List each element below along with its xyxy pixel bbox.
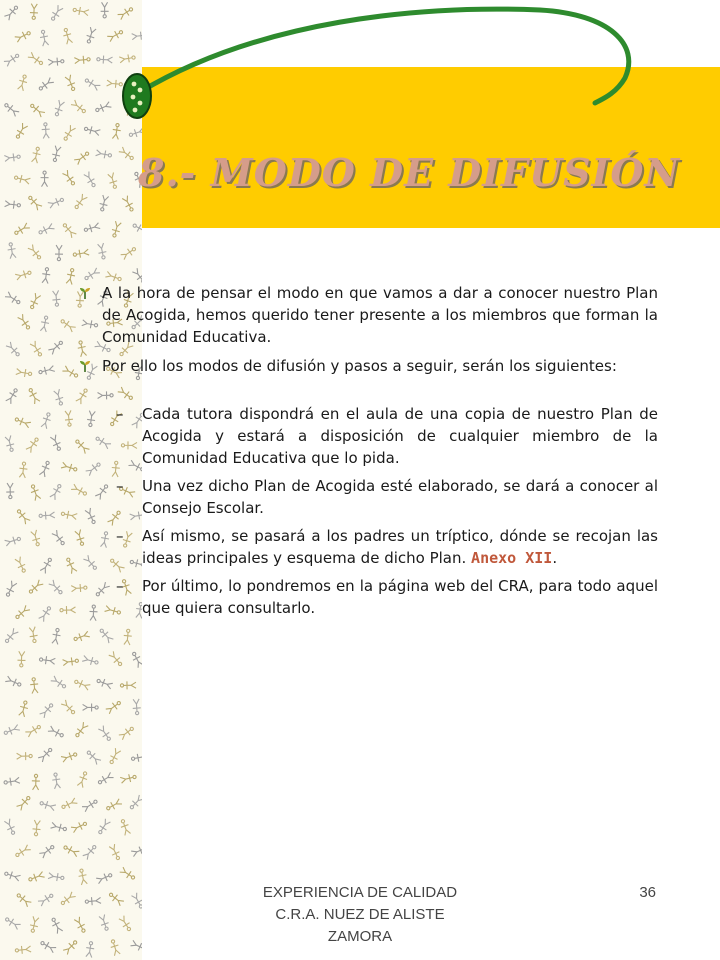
pattern-figure — [4, 535, 21, 547]
pattern-figure — [60, 797, 78, 811]
pattern-figure — [4, 580, 18, 598]
pattern-figure — [131, 844, 142, 857]
pattern-figure — [30, 530, 42, 547]
pattern-figure — [105, 699, 122, 715]
pattern-figure — [83, 267, 100, 282]
intro-paragraph — [78, 282, 658, 348]
pattern-figure — [16, 794, 32, 811]
pattern-figure — [49, 483, 64, 501]
pattern-figure — [38, 365, 55, 377]
pattern-figure — [14, 605, 31, 621]
pattern-figure — [18, 700, 30, 717]
page-number: 36 — [639, 884, 656, 901]
pattern-figure — [97, 243, 108, 260]
dash-marker: – — [116, 527, 124, 545]
pattern-figure — [16, 368, 33, 378]
pattern-figure — [15, 945, 31, 955]
pattern-figure — [51, 529, 67, 546]
pattern-figure — [38, 605, 53, 622]
pattern-figure — [85, 896, 101, 905]
pattern-figure — [14, 415, 31, 429]
pattern-figure — [109, 939, 121, 956]
pattern-figure — [60, 606, 76, 614]
paragraph-text: A la hora de pensar el modo en que vamos a dar a conocer nuestro Plan de Acogida, hemos querido tener presente a los miembros que forman la Comunidad Educativa. — [102, 284, 658, 346]
pattern-figure — [28, 293, 42, 311]
footer-text — [230, 882, 490, 948]
pattern-figure — [14, 556, 28, 574]
pattern-figure — [73, 630, 90, 643]
pattern-figure — [3, 724, 20, 737]
pattern-figure — [7, 242, 18, 259]
pattern-figure — [37, 892, 54, 907]
pattern-figure — [14, 844, 31, 859]
pattern-figure — [40, 412, 53, 429]
pattern-figure — [26, 387, 40, 405]
pattern-figure — [131, 892, 142, 910]
pattern-figure — [28, 871, 45, 884]
pattern-figure — [97, 772, 114, 787]
pattern-figure — [48, 872, 65, 882]
pattern-figure — [29, 340, 44, 357]
swoosh-decoration — [0, 0, 720, 230]
footer-line: C.R.A. NUEZ DE ALISTE — [275, 906, 445, 923]
pattern-figure — [96, 677, 113, 690]
dash-marker: – — [116, 577, 124, 595]
pattern-figure — [73, 916, 87, 934]
pattern-figure — [37, 746, 54, 763]
pattern-figure — [27, 579, 44, 595]
pattern-figure — [59, 317, 76, 333]
pattern-figure — [108, 844, 122, 862]
pattern-figure — [15, 508, 31, 525]
pattern-figure — [25, 723, 42, 738]
pattern-figure — [123, 629, 132, 645]
pattern-figure — [120, 681, 136, 689]
pattern-figure — [132, 699, 141, 715]
pattern-figure — [4, 291, 21, 306]
pattern-figure — [39, 799, 56, 812]
pattern-figure — [98, 725, 113, 742]
pattern-figure — [73, 722, 89, 739]
footer-line: ZAMORA — [327, 928, 393, 945]
pattern-figure — [105, 798, 123, 813]
pattern-figure — [39, 655, 56, 665]
steps-list — [78, 403, 658, 619]
pattern-figure — [96, 871, 113, 885]
pattern-figure — [85, 941, 95, 958]
pattern-figure — [17, 314, 32, 331]
pattern-figure — [71, 820, 89, 834]
pattern-figure — [48, 579, 65, 596]
item-text: Cada tutora dispondrá en el aula de una copia de nuestro Plan de Acogida y estará a disposición de cualquier miembro de la Comunidad Educativa que lo pida. — [142, 405, 658, 467]
pattern-figure — [5, 341, 21, 358]
pattern-figure — [76, 771, 89, 788]
pattern-figure — [130, 939, 142, 953]
pattern-figure — [64, 410, 74, 426]
pattern-figure — [119, 866, 136, 881]
pattern-figure — [4, 869, 21, 882]
pattern-figure — [77, 868, 88, 885]
pattern-figure — [4, 435, 16, 452]
list-item — [78, 475, 658, 519]
pattern-figure — [17, 651, 25, 667]
pattern-figure — [48, 339, 65, 355]
pattern-figure — [39, 843, 56, 859]
pattern-figure — [62, 365, 80, 380]
pattern-figure — [38, 460, 51, 477]
dash-marker: – — [116, 477, 124, 495]
pattern-figure — [107, 891, 124, 907]
pattern-figure — [30, 677, 39, 693]
item-text: Una vez dicho Plan de Acogida esté elaborado, se dará a conocer al Consejo Escolar. — [142, 477, 658, 517]
pattern-figure — [32, 820, 41, 836]
pattern-figure — [98, 914, 111, 931]
paragraph-text: Por ello los modos de difusión y pasos a seguir, serán los siguientes: — [102, 357, 617, 375]
pattern-figure — [62, 657, 79, 667]
item-text: Así mismo, se pasará a los padres un tríptico, dónde se recojan las ideas principales y esquema de dicho Plan. — [142, 527, 658, 567]
pattern-figure — [120, 245, 137, 260]
pattern-figure — [28, 626, 38, 643]
pattern-figure — [65, 268, 76, 285]
pattern-figure — [32, 774, 41, 790]
pattern-figure — [52, 290, 61, 306]
pattern-figure — [130, 651, 142, 669]
sprout-bullet-icon — [78, 286, 92, 300]
leaf-pod-icon — [123, 74, 151, 118]
slide-title: 8.- MODO DE DIFUSIÓN — [138, 150, 681, 195]
pattern-figure — [3, 628, 19, 645]
pattern-figure — [39, 702, 55, 719]
footer-line: EXPERIENCIA DE CALIDAD — [262, 884, 458, 901]
pattern-figure — [41, 267, 51, 284]
annex-reference: Anexo XII — [471, 549, 553, 567]
list-item — [78, 525, 658, 569]
pattern-figure — [18, 462, 28, 478]
pattern-figure — [61, 510, 78, 521]
pattern-figure — [73, 248, 90, 259]
pattern-figure — [6, 483, 14, 499]
pattern-figure — [60, 699, 77, 716]
pattern-figure — [3, 818, 17, 836]
pattern-figure — [49, 434, 63, 452]
pattern-figure — [39, 511, 55, 520]
pattern-figure — [53, 389, 65, 406]
pattern-figure — [51, 628, 62, 645]
dash-marker: – — [116, 405, 124, 423]
list-item — [78, 575, 658, 619]
pattern-figure — [118, 915, 133, 932]
pattern-figure — [120, 773, 137, 784]
pattern-figure — [50, 675, 67, 690]
pattern-figure — [5, 675, 22, 689]
pattern-figure — [82, 843, 98, 860]
pattern-figure — [15, 269, 32, 281]
pattern-figure — [59, 891, 76, 907]
item-text-end: . — [552, 549, 558, 567]
pattern-figure — [25, 436, 41, 453]
pattern-figure — [39, 315, 50, 332]
pattern-figure — [39, 939, 57, 954]
pattern-figure — [5, 387, 20, 404]
pattern-figure — [131, 752, 142, 763]
slide-content — [78, 282, 658, 625]
pattern-figure — [82, 655, 99, 667]
pattern-figure — [85, 749, 102, 766]
pattern-figure — [62, 843, 80, 857]
pattern-figure — [47, 725, 65, 739]
pattern-figure — [29, 916, 40, 933]
pattern-figure — [39, 556, 54, 574]
pattern-figure — [27, 244, 43, 261]
pattern-figure — [49, 917, 63, 935]
pattern-figure — [51, 772, 61, 789]
pattern-figure — [4, 915, 21, 930]
pattern-figure — [61, 461, 78, 473]
pattern-figure — [98, 627, 114, 644]
pattern-figure — [128, 794, 142, 811]
pattern-figure — [81, 797, 98, 812]
steps-intro-paragraph — [78, 355, 658, 377]
pattern-figure — [64, 557, 78, 575]
pattern-figure — [3, 776, 20, 786]
pattern-figure — [83, 703, 99, 711]
pattern-figure — [119, 818, 132, 835]
list-item — [78, 403, 658, 469]
pattern-figure — [96, 818, 111, 835]
pattern-figure — [61, 750, 78, 763]
pattern-figure — [62, 938, 79, 955]
pattern-figure — [108, 651, 124, 668]
pattern-figure — [118, 725, 135, 741]
sprout-bullet-icon — [78, 359, 92, 373]
pattern-figure — [15, 891, 32, 907]
pattern-figure — [17, 752, 33, 760]
pattern-figure — [55, 245, 63, 261]
item-text: Por último, lo pondremos en la página web del CRA, para todo aquel que quiera consultarlo. — [142, 577, 658, 617]
pattern-figure — [107, 748, 121, 766]
pattern-figure — [29, 484, 42, 501]
pattern-figure — [50, 821, 67, 833]
pattern-figure — [73, 678, 90, 692]
